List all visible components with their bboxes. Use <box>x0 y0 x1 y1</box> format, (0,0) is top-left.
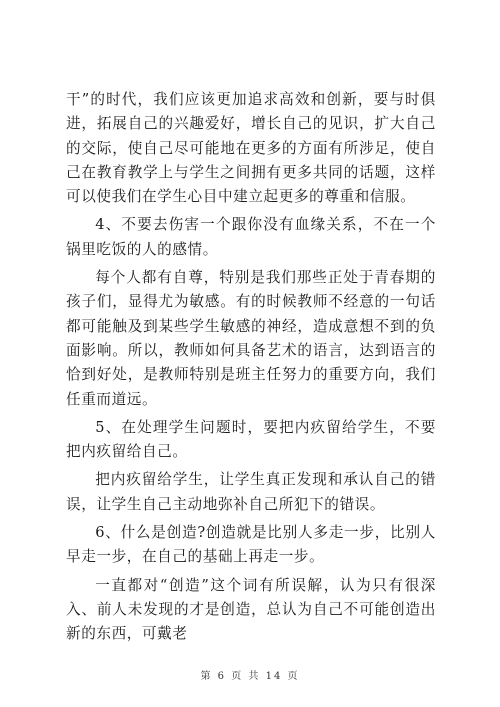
paragraph-point-4-body: 每个人都有自尊，特别是我们那些正处于青春期的孩子们，显得尤为敏感。有的时候教师不经意的一句话都可能触及到某些学生敏感的神经，造成意想不到的负面影响。所以，教师如何具备艺术的语言，达到语言的恰到好处，是教师特别是班主任努力的重要方向，我们任重而道远。 <box>66 269 436 408</box>
paragraph-point-6-heading: 6、什么是创造?创造就是比别人多走一步，比别人早走一步，在自己的基础上再走一步。 <box>66 524 436 566</box>
paragraph-point-5-heading: 5、在处理学生问题时，要把内疚留给学生，不要把内疚留给自己。 <box>66 418 436 461</box>
paragraph-point-6-body: 一直都对“创造”这个词有所误解，认为只有很深入、前人未发现的才是创造，总认为自己不可能创造出新的东西，可戴老 <box>66 576 436 643</box>
page-footer: 第 6 页 共 14 页 <box>200 671 300 682</box>
paragraph-continuation: 干”的时代，我们应该更加追求高效和创新，要与时俱进，拓展自己的兴趣爱好，增长自己的见识，扩大自己的交际，使自己尽可能地在更多的方面有所涉足，使自己在教育教学上与学生之间拥有更多共同的话题，这样可以使我们在学生心目中建立起更多的尊重和信服。 <box>66 91 436 206</box>
document-body <box>66 88 436 647</box>
paragraph-point-5-body: 把内疚留给学生，让学生真正发现和承认自己的错误，让学生自己主动地弥补自己所犯下的错误。 <box>66 471 436 513</box>
paragraph-point-4-heading: 4、不要去伤害一个跟你没有血缘关系，不在一个锅里吃饭的人的感情。 <box>66 216 436 258</box>
